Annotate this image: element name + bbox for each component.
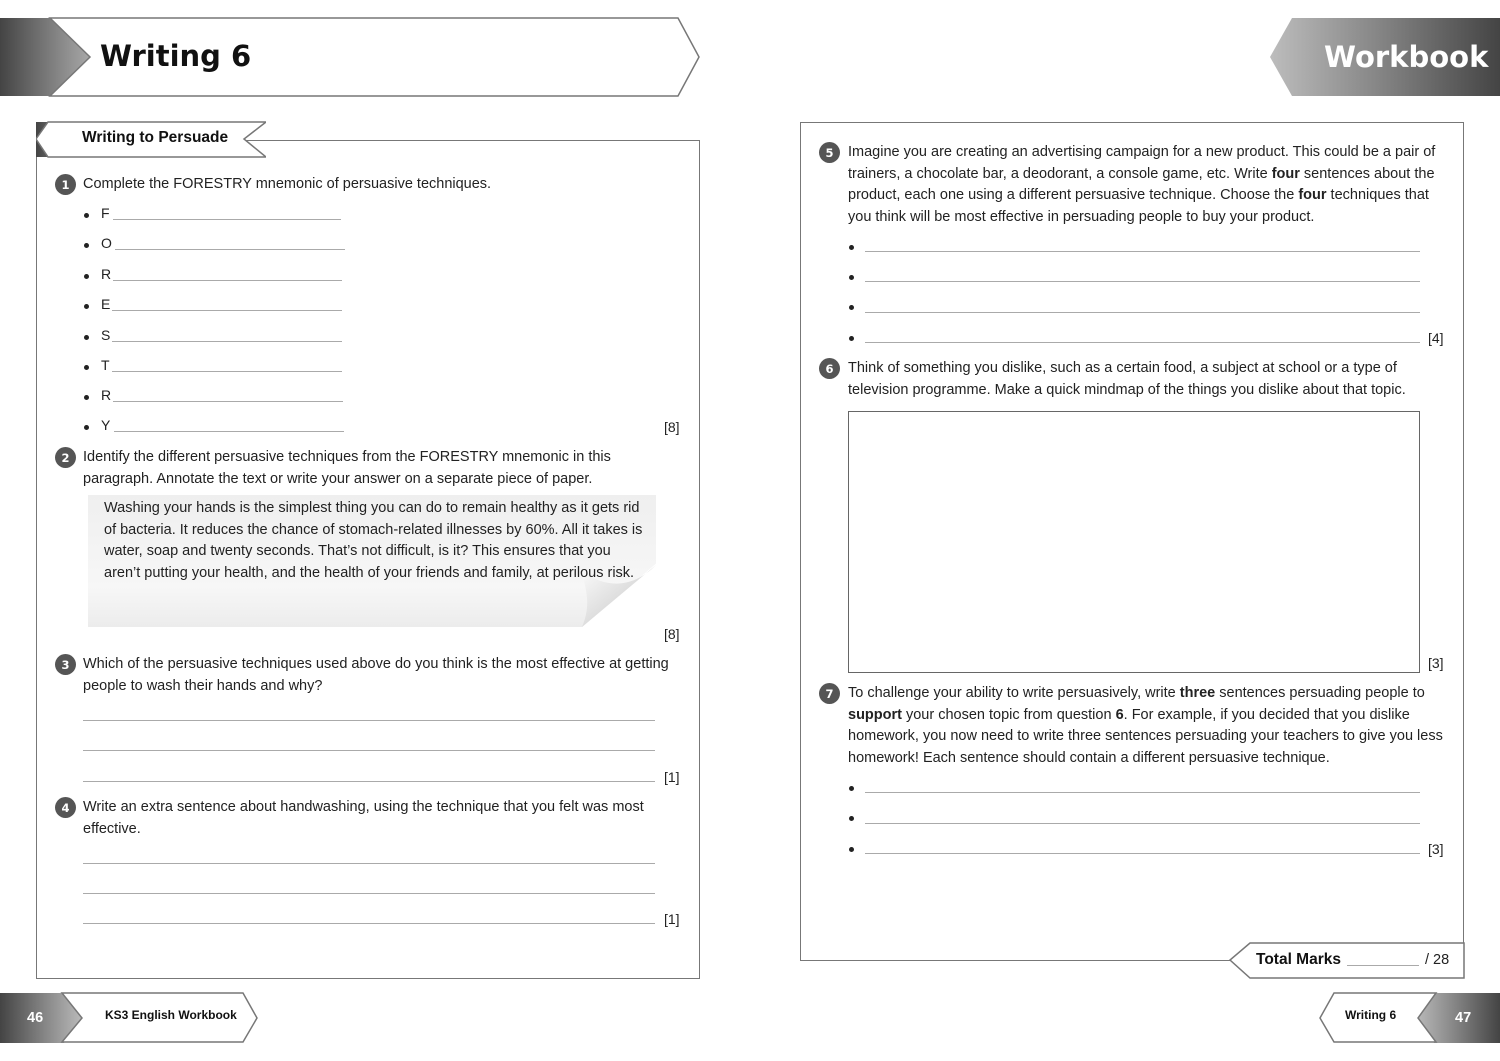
question-number: 2 (55, 447, 76, 468)
bullet (84, 425, 89, 430)
letter: Y (101, 417, 111, 433)
question-number: 4 (55, 797, 76, 818)
bullet (849, 245, 854, 250)
answer-line[interactable] (112, 310, 342, 311)
passage-text: Washing your hands is the simplest thing you can do to remain healthy as it gets rid of bacteria. It reduces the chance of stomach-related illnesses by 60%. All it takes is water, soap and twenty seconds. That’s not difficult, is it? This ensures that you aren’t putting your health, and the health of your friends and family, at perilous risk. (104, 500, 643, 581)
bullet (849, 336, 854, 341)
marks-label: [4] (1428, 330, 1444, 346)
answer-line[interactable] (113, 219, 341, 220)
question-text: Imagine you are creating an advertising campaign for a new product. This could be a pair of trainers, a chocolate bar, a deodorant, a console game, etc. Write four sentences about the product, each one using a different persuasive technique. Choose the four techniques that you think will be most effective in persuading people to buy your product. (848, 144, 1436, 225)
marks-label: [1] (664, 769, 680, 785)
mindmap-box[interactable] (848, 411, 1420, 673)
page-number-left: 46 (27, 1010, 44, 1026)
question-number: 7 (819, 683, 840, 704)
page-title: Writing 6 (100, 39, 252, 73)
answer-line[interactable] (114, 431, 344, 432)
bullet (84, 274, 89, 279)
answer-line[interactable] (83, 720, 655, 721)
workbook-label: Workbook (1324, 40, 1489, 74)
bullet (84, 213, 89, 218)
letter: F (101, 205, 110, 221)
answer-line[interactable] (113, 280, 342, 281)
footer-section-title: Writing 6 (1345, 1008, 1397, 1022)
marks-label: [3] (1428, 655, 1444, 671)
marks-label: [8] (664, 626, 680, 642)
total-marks-input[interactable] (1347, 965, 1419, 966)
answer-line[interactable] (865, 281, 1420, 282)
letter: R (101, 266, 112, 282)
bullet (849, 275, 854, 280)
marks-label: [3] (1428, 841, 1444, 857)
answer-line[interactable] (865, 342, 1420, 343)
answer-line[interactable] (83, 750, 655, 751)
answer-line[interactable] (83, 893, 655, 894)
answer-line[interactable] (83, 863, 655, 864)
bullet (849, 786, 854, 791)
question-text: To challenge your ability to write persuasively, write three sentences persuading people to support your chosen topic from question 6. For example, if you decided that you dislike homework, you now need to write three sentences persuading your teachers to give you less homework! Each sentence should contain a different persuasive technique. (848, 685, 1443, 766)
marks-label: [1] (664, 911, 680, 927)
answer-line[interactable] (83, 923, 655, 924)
letter: S (101, 327, 111, 343)
bullet (84, 243, 89, 248)
question-text: Write an extra sentence about handwashing, using the technique that you felt was most effective. (83, 799, 644, 837)
bullet (84, 335, 89, 340)
answer-line[interactable] (115, 249, 345, 250)
bullet (849, 847, 854, 852)
letter: T (101, 357, 110, 373)
bullet (84, 395, 89, 400)
bullet (849, 816, 854, 821)
bullet (84, 304, 89, 309)
footer-book-title: KS3 English Workbook (105, 1008, 237, 1022)
answer-line[interactable] (113, 401, 343, 402)
bullet (849, 305, 854, 310)
answer-line[interactable] (865, 312, 1420, 313)
letter: O (101, 235, 112, 251)
question-text: Identify the different persuasive techniques from the FORESTRY mnemonic in this paragraph. Annotate the text or write your answer on a separate piece of paper. (83, 449, 611, 487)
letter: R (101, 387, 112, 403)
section-title: Writing to Persuade (82, 129, 229, 146)
question-number: 6 (819, 358, 840, 379)
answer-line[interactable] (112, 341, 342, 342)
total-marks-label: Total Marks (1256, 951, 1341, 968)
question-number: 5 (819, 142, 840, 163)
total-marks-value: / 28 (1425, 952, 1450, 968)
marks-label: [8] (664, 419, 680, 435)
question-number: 3 (55, 654, 76, 675)
answer-line[interactable] (865, 792, 1420, 793)
question-number: 1 (55, 174, 76, 195)
question-text: Which of the persuasive techniques used above do you think is the most effective at getting people to wash their hands and why? (83, 656, 669, 694)
answer-line[interactable] (865, 853, 1420, 854)
page-number-right: 47 (1455, 1010, 1472, 1026)
bullet (84, 365, 89, 370)
letter: E (101, 296, 111, 312)
question-text: Complete the FORESTRY mnemonic of persuasive techniques. (83, 176, 492, 192)
answer-line[interactable] (112, 371, 342, 372)
question-text: Think of something you dislike, such as a certain food, a subject at school or a type of television programme. Make a quick mindmap of the things you dislike about that topic. (848, 360, 1406, 398)
answer-line[interactable] (865, 251, 1420, 252)
answer-line[interactable] (865, 823, 1420, 824)
answer-line[interactable] (83, 781, 655, 782)
